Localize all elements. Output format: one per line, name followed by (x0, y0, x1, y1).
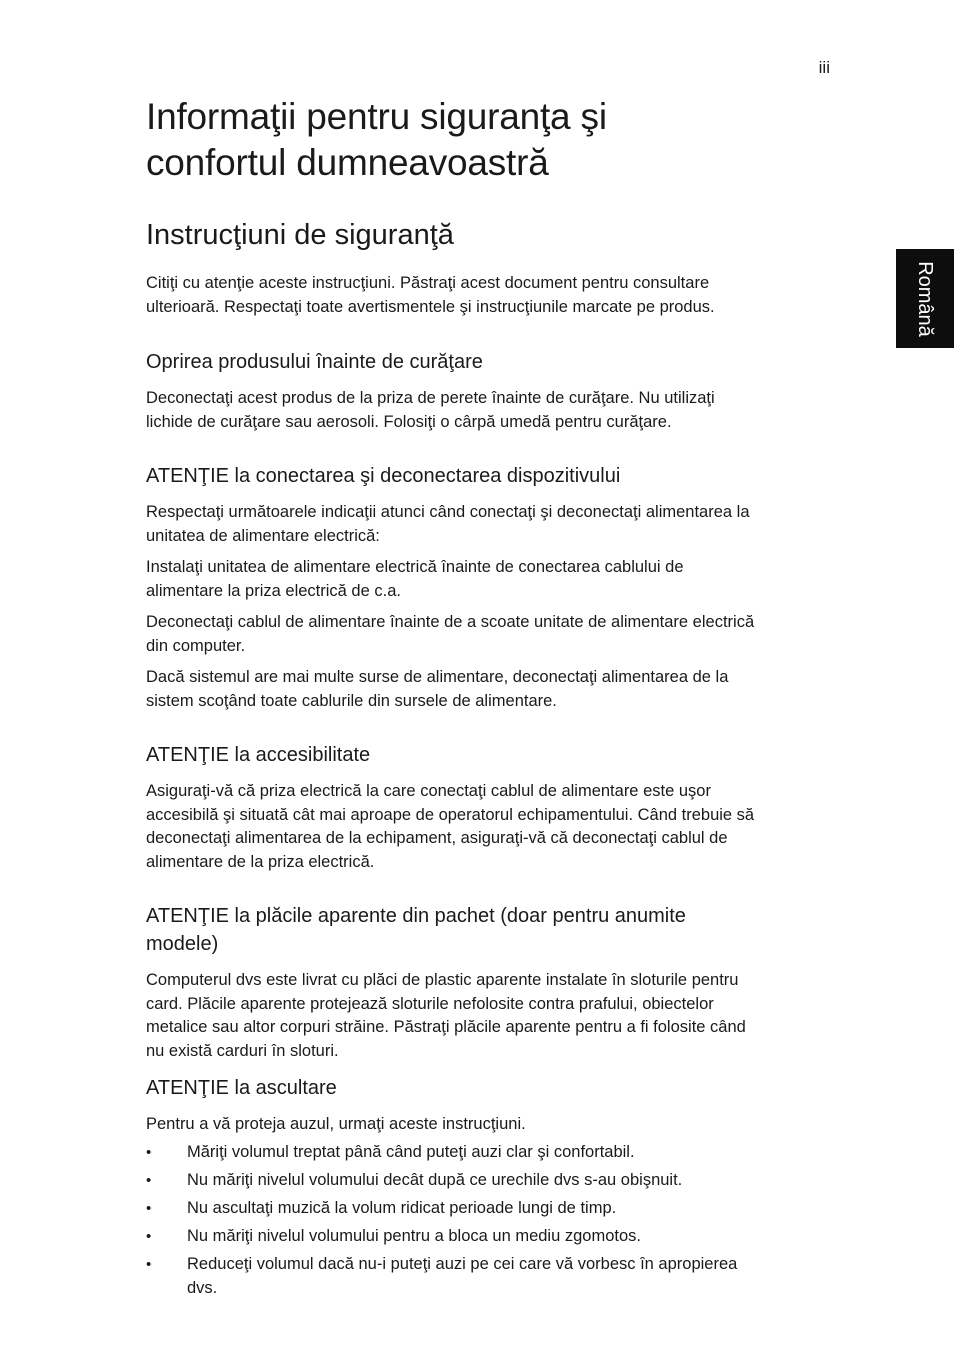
page-content (146, 94, 830, 1300)
list-item: • Reduceţi volumul dacă nu-i puteţi auzi pe cei care vă vorbesc în apropierea dvs. (146, 1255, 738, 1297)
paragraph: Deconectaţi cablul de alimentare înainte de a scoate unitate de alimentare electrică din computer. (146, 613, 755, 655)
section-heading: ATENŢIE la accesibilitate (146, 744, 371, 766)
intro-paragraph: Citiţi cu atenţie aceste instrucţiuni. Păstraţi acest document pentru consultare ulterioară. Respectaţi toate avertismentele şi instrucţiunile marcate pe produs. (146, 274, 715, 316)
bullet-icon: • (146, 1200, 152, 1217)
section-listening (146, 1074, 830, 1300)
section-heading: ATENŢIE la conectarea şi deconectarea dispozitivului (146, 465, 621, 487)
paragraph: Deconectaţi acest produs de la priza de perete înainte de curăţare. Nu utilizaţi lichide de curăţare sau aerosoli. Folosiţi o cârpă umedă pentru curăţare. (146, 389, 715, 431)
section-cleaning (146, 348, 830, 434)
section-heading: ATENŢIE la plăcile aparente din pachet (doar pentru anumite modele) (146, 905, 686, 955)
list-item: • Nu măriţi nivelul volumului decât după ce urechile dvs s-au obişnuit. (146, 1169, 830, 1193)
paragraph: Computerul dvs este livrat cu plăci de plastic aparente instalate în sloturile pentru card. Plăcile aparente protejează sloturile nefolosite contra prafului, obiectelor metalice sau altor corpuri străine. Păstraţi plăcile aparente pentru a fi folosite când nu există carduri în sloturi. (146, 971, 746, 1060)
section-heading: Oprirea produsului înainte de curăţare (146, 351, 483, 373)
section-dummy-cards (146, 902, 830, 1063)
paragraph: Asiguraţi-vă că priza electrică la care conectaţi cablul de alimentare este uşor accesibilă şi situată cât mai aproape de operatorul echipamentului. Când trebuie să deconectaţi alimentarea de la echipament, asiguraţi-vă că deconectaţi cablul de alimentare de la priza electrică. (146, 782, 755, 871)
bullet-icon: • (146, 1144, 152, 1161)
bullet-icon: • (146, 1256, 152, 1273)
list-item: • Nu ascultaţi muzică la volum ridicat perioade lungi de timp. (146, 1197, 830, 1221)
language-tab-label: Română (914, 260, 936, 337)
paragraph: Pentru a vă proteja auzul, urmaţi aceste instrucţiuni. (146, 1115, 526, 1133)
language-tab (896, 249, 954, 348)
paragraph: Respectaţi următoarele indicaţii atunci când conectaţi şi deconectaţi alimentarea la unitatea de alimentare electrică: (146, 503, 750, 545)
bullet-icon: • (146, 1228, 152, 1245)
page-number: iii (818, 58, 830, 77)
list-item: • Nu măriţi nivelul volumului pentru a bloca un mediu zgomotos. (146, 1225, 830, 1249)
intro-block (146, 272, 830, 319)
paragraph: Dacă sistemul are mai multe surse de alimentare, deconectaţi alimentarea de la sistem scoţând toate cablurile din sursele de alimentare. (146, 668, 729, 710)
section-heading: ATENŢIE la ascultare (146, 1077, 337, 1099)
list-item: • Măriţi volumul treptat până când puteţi auzi clar şi confortabil. (146, 1141, 830, 1165)
page-title: Informaţii pentru siguranţa şi confortul dumneavoastră (146, 96, 607, 183)
section-connecting (146, 462, 830, 713)
paragraph: Instalaţi unitatea de alimentare electrică înainte de conectarea cablului de alimentare la priza electrică de c.a. (146, 558, 684, 600)
bullet-list (146, 1141, 830, 1300)
bullet-icon: • (146, 1172, 152, 1189)
section-accessibility (146, 741, 830, 874)
section-title: Instrucţiuni de siguranţă (146, 219, 454, 251)
